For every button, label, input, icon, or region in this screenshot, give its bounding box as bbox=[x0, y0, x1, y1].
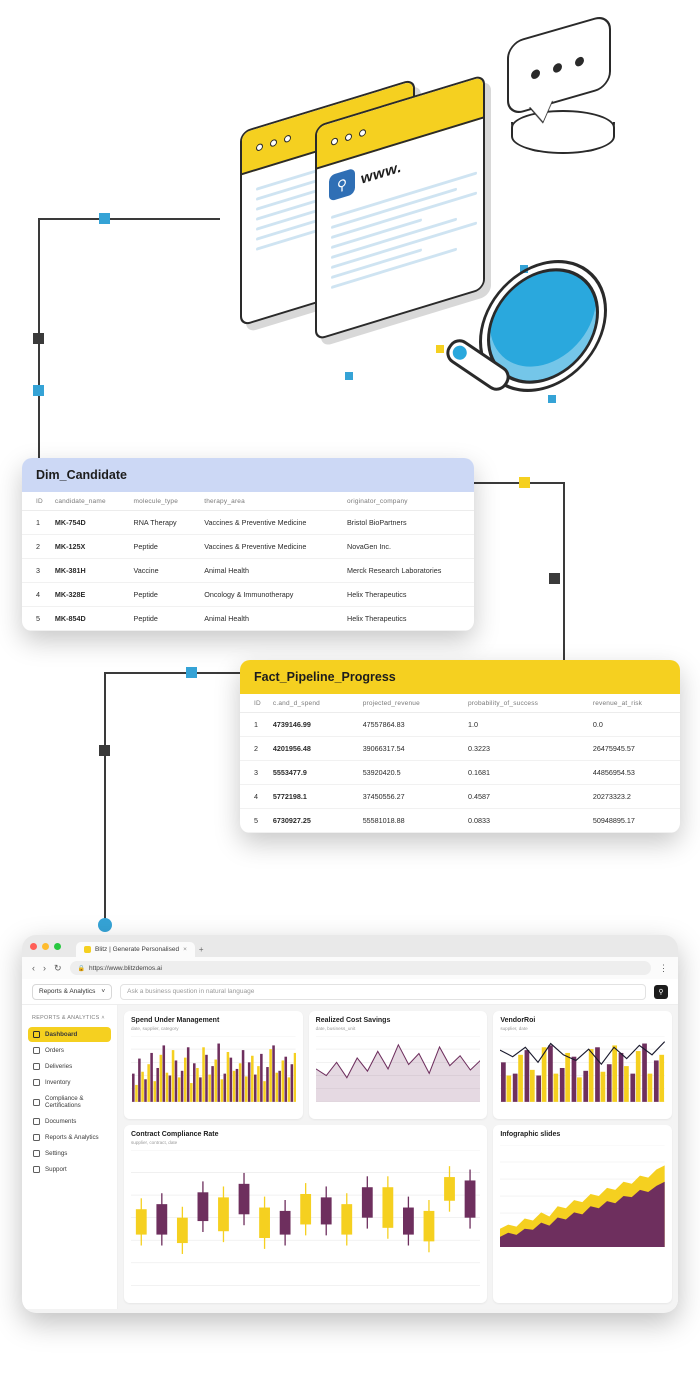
column-header: candidate_name bbox=[49, 492, 128, 511]
cell-id: 1 bbox=[240, 713, 267, 737]
cell-candidate-name: MK-328E bbox=[49, 583, 128, 607]
browser-tab[interactable] bbox=[76, 942, 195, 957]
table-row bbox=[240, 785, 680, 809]
fact-pipeline-table bbox=[240, 694, 680, 833]
chart-realized-cost-savings bbox=[316, 1036, 481, 1102]
column-header: ID bbox=[22, 492, 49, 511]
truck-icon bbox=[33, 1063, 40, 1070]
cell-id: 1 bbox=[22, 511, 49, 535]
cell-id: 5 bbox=[22, 607, 49, 631]
cell-id: 3 bbox=[22, 559, 49, 583]
sidebar-title-label: REPORTS & ANALYTICS bbox=[32, 1015, 100, 1021]
chevron-down-icon: ˅ bbox=[101, 988, 106, 995]
connector-node bbox=[98, 918, 112, 932]
cell-originator-company: Helix Therapeutics bbox=[341, 607, 474, 631]
sidebar-item-compliance[interactable] bbox=[28, 1091, 111, 1113]
cell-revenue-at-risk: 50948895.17 bbox=[587, 809, 680, 833]
cell-spend: 6730927.25 bbox=[267, 809, 357, 833]
panel-subtitle: date, supplier, category bbox=[131, 1026, 179, 1031]
tab-title: Blitz | Generate Personalised bbox=[95, 946, 180, 953]
search-icon: ⚲ bbox=[329, 168, 355, 202]
cell-id: 2 bbox=[22, 535, 49, 559]
cell-originator-company: Helix Therapeutics bbox=[341, 583, 474, 607]
cell-projected-revenue: 47557864.83 bbox=[357, 713, 462, 737]
cell-candidate-name: MK-754D bbox=[49, 511, 128, 535]
table-row bbox=[240, 713, 680, 737]
cell-spend: 4201956.48 bbox=[267, 737, 357, 761]
sidebar-item-label: Documents bbox=[45, 1118, 77, 1125]
sidebar-item-settings[interactable] bbox=[28, 1146, 111, 1161]
chart-spend-under-management bbox=[131, 1036, 296, 1102]
app-header bbox=[22, 979, 678, 1005]
tab-strip bbox=[66, 935, 204, 957]
cell-originator-company: NovaGen Inc. bbox=[341, 535, 474, 559]
panel-contract-compliance-rate bbox=[124, 1125, 487, 1303]
address-bar[interactable] bbox=[70, 961, 651, 975]
panel-title: Contract Compliance Rate bbox=[131, 1131, 219, 1139]
cell-projected-revenue: 53920420.5 bbox=[357, 761, 462, 785]
panel-subtitle: supplier, contract, date bbox=[131, 1140, 178, 1146]
cell-spend: 5772198.1 bbox=[267, 785, 357, 809]
app-body bbox=[22, 1005, 678, 1309]
panel-title: Realized Cost Savings bbox=[315, 1017, 391, 1024]
table-row bbox=[240, 737, 680, 761]
dim-candidate-card bbox=[22, 458, 474, 631]
chart-contract-compliance-rate bbox=[131, 1150, 480, 1285]
cell-candidate-name: MK-125X bbox=[49, 535, 128, 559]
table-row bbox=[22, 583, 474, 607]
table-row bbox=[22, 535, 474, 559]
panel-title: VendorRoi bbox=[500, 1017, 536, 1024]
cell-probability: 0.0833 bbox=[462, 809, 587, 833]
magnifier-icon bbox=[435, 260, 615, 425]
connector-node bbox=[99, 213, 110, 224]
table-row bbox=[240, 809, 680, 833]
chart-infographic-slides bbox=[500, 1145, 665, 1247]
column-header: molecule_type bbox=[128, 492, 199, 511]
lock-icon: 🔒 bbox=[77, 965, 86, 972]
cell-probability: 0.3223 bbox=[462, 737, 587, 761]
browser-titlebar bbox=[22, 935, 678, 957]
connector-line bbox=[470, 482, 565, 484]
column-header: ID bbox=[240, 694, 267, 713]
cell-therapy-area: Animal Health bbox=[198, 559, 341, 583]
table-row bbox=[22, 511, 474, 535]
cell-molecule-type: Peptide bbox=[128, 535, 199, 559]
cell-therapy-area: Vaccines & Preventive Medicine bbox=[198, 535, 341, 559]
module-selector[interactable] bbox=[32, 984, 112, 1000]
url-text: https://www.blitzdemos.ai bbox=[89, 964, 163, 972]
sidebar-item-inventory[interactable] bbox=[28, 1075, 111, 1090]
column-header: projected_revenue bbox=[357, 694, 462, 713]
connector-line bbox=[104, 672, 106, 927]
sidebar-item-reports[interactable] bbox=[28, 1130, 111, 1145]
sidebar-item-orders[interactable] bbox=[28, 1043, 111, 1058]
column-header: c.and_d_spend bbox=[267, 694, 357, 713]
sidebar-item-label: Dashboard bbox=[45, 1031, 78, 1038]
tab-close-icon[interactable]: × bbox=[183, 946, 187, 953]
cell-candidate-name: MK-381H bbox=[49, 559, 128, 583]
connector-node bbox=[519, 477, 530, 488]
panel-infographic-slides bbox=[493, 1125, 672, 1303]
cell-probability: 0.4587 bbox=[462, 785, 587, 809]
table-row bbox=[22, 559, 474, 583]
help-icon bbox=[33, 1166, 40, 1173]
cell-probability: 1.0 bbox=[462, 713, 587, 737]
cart-icon bbox=[33, 1047, 40, 1054]
chevron-up-icon: ˄ bbox=[101, 1015, 105, 1021]
sidebar-item-dashboard[interactable] bbox=[28, 1027, 111, 1042]
chart-vendor-roi bbox=[500, 1036, 665, 1102]
box-icon bbox=[33, 1079, 40, 1086]
cell-originator-company: Merck Research Laboratories bbox=[341, 559, 474, 583]
panel-title: Spend Under Management bbox=[131, 1017, 220, 1024]
module-selector-label: Reports & Analytics bbox=[39, 988, 96, 995]
sidebar-item-label: Orders bbox=[45, 1047, 64, 1054]
cell-id: 4 bbox=[22, 583, 49, 607]
cell-projected-revenue: 37450556.27 bbox=[357, 785, 462, 809]
cell-molecule-type: Peptide bbox=[128, 583, 199, 607]
cell-revenue-at-risk: 44856954.53 bbox=[587, 761, 680, 785]
sidebar-title bbox=[28, 1011, 111, 1027]
connector-node bbox=[33, 333, 44, 344]
sidebar-item-label: Reports & Analytics bbox=[45, 1134, 99, 1141]
connector-node bbox=[99, 745, 110, 756]
cell-projected-revenue: 55581018.88 bbox=[357, 809, 462, 833]
forward-button[interactable]: › bbox=[43, 963, 46, 973]
cell-id: 2 bbox=[240, 737, 267, 761]
isometric-illustration bbox=[220, 10, 680, 430]
connector-line bbox=[104, 672, 244, 674]
cell-candidate-name: MK-854D bbox=[49, 607, 128, 631]
table-row bbox=[240, 761, 680, 785]
new-tab-button[interactable]: + bbox=[198, 945, 204, 954]
browser-menu-icon[interactable]: ⋮ bbox=[659, 962, 668, 973]
cell-id: 4 bbox=[240, 785, 267, 809]
panel-subtitle: supplier, date bbox=[500, 1026, 528, 1031]
connector-line bbox=[563, 482, 565, 672]
fact-pipeline-title: Fact_Pipeline_Progress bbox=[240, 660, 680, 694]
cell-revenue-at-risk: 20273323.2 bbox=[587, 785, 680, 809]
cell-projected-revenue: 39066317.54 bbox=[357, 737, 462, 761]
cell-revenue-at-risk: 26475945.57 bbox=[587, 737, 680, 761]
cell-molecule-type: Vaccine bbox=[128, 559, 199, 583]
sidebar-item-label: Support bbox=[45, 1166, 67, 1173]
connector-node bbox=[549, 573, 560, 584]
doc-icon bbox=[33, 1118, 40, 1125]
connector-line bbox=[38, 218, 220, 220]
sidebar-item-label: Deliveries bbox=[45, 1063, 73, 1070]
cell-id: 5 bbox=[240, 809, 267, 833]
fact-pipeline-progress-card bbox=[240, 660, 680, 833]
close-icon[interactable] bbox=[30, 943, 37, 950]
dim-candidate-title: Dim_Candidate bbox=[22, 458, 474, 492]
chat-bubble-icon bbox=[495, 22, 645, 182]
minimize-icon[interactable] bbox=[42, 943, 49, 950]
search-button[interactable]: ⚲ bbox=[654, 985, 668, 999]
cell-molecule-type: RNA Therapy bbox=[128, 511, 199, 535]
dim-candidate-table bbox=[22, 492, 474, 631]
shield-icon bbox=[33, 1099, 40, 1106]
cell-molecule-type: Peptide bbox=[128, 607, 199, 631]
cell-therapy-area: Oncology & Immunotherapy bbox=[198, 583, 341, 607]
cell-spend: 5553477.9 bbox=[267, 761, 357, 785]
back-button[interactable]: ‹ bbox=[32, 963, 35, 973]
cell-spend: 4739146.99 bbox=[267, 713, 357, 737]
connector-node bbox=[33, 385, 44, 396]
panel-spend-under-management bbox=[124, 1011, 303, 1119]
sidebar-item-label: Inventory bbox=[45, 1079, 71, 1086]
sidebar-item-label: Compliance & Certifications bbox=[45, 1095, 84, 1109]
cell-revenue-at-risk: 0.0 bbox=[587, 713, 680, 737]
sidebar-item-support[interactable] bbox=[28, 1162, 111, 1177]
dashboard-grid bbox=[118, 1005, 678, 1309]
table-header-row bbox=[22, 492, 474, 511]
nl-search-placeholder: Ask a business question in natural language bbox=[127, 988, 255, 995]
column-header: revenue_at_risk bbox=[587, 694, 680, 713]
cell-id: 3 bbox=[240, 761, 267, 785]
cell-probability: 0.1681 bbox=[462, 761, 587, 785]
maximize-icon[interactable] bbox=[54, 943, 61, 950]
sidebar-item-label: Settings bbox=[45, 1150, 68, 1157]
chart-icon bbox=[33, 1134, 40, 1141]
column-header: originator_company bbox=[341, 492, 474, 511]
panel-vendor-roi bbox=[493, 1011, 672, 1119]
column-header: probability_of_success bbox=[462, 694, 587, 713]
panel-title: Infographic slides bbox=[500, 1131, 561, 1139]
gear-icon bbox=[33, 1150, 40, 1157]
browser-window bbox=[22, 935, 678, 1313]
column-header: therapy_area bbox=[198, 492, 341, 511]
nl-search-input[interactable] bbox=[120, 984, 646, 1000]
sidebar-item-documents[interactable] bbox=[28, 1114, 111, 1129]
cell-therapy-area: Vaccines & Preventive Medicine bbox=[198, 511, 341, 535]
cell-therapy-area: Animal Health bbox=[198, 607, 341, 631]
table-header-row bbox=[240, 694, 680, 713]
table-row bbox=[22, 607, 474, 631]
reload-button[interactable]: ↻ bbox=[54, 962, 62, 973]
panel-subtitle: date, business_unit bbox=[315, 1026, 356, 1031]
sidebar bbox=[22, 1005, 118, 1309]
favicon-icon bbox=[84, 946, 91, 953]
panel-realized-cost-savings bbox=[309, 1011, 488, 1119]
connector-node bbox=[186, 667, 197, 678]
grid-icon bbox=[33, 1031, 40, 1038]
www-label: www. bbox=[361, 158, 402, 188]
browser-toolbar bbox=[22, 957, 678, 979]
cell-originator-company: Bristol BioPartners bbox=[341, 511, 474, 535]
sidebar-item-deliveries[interactable] bbox=[28, 1059, 111, 1074]
